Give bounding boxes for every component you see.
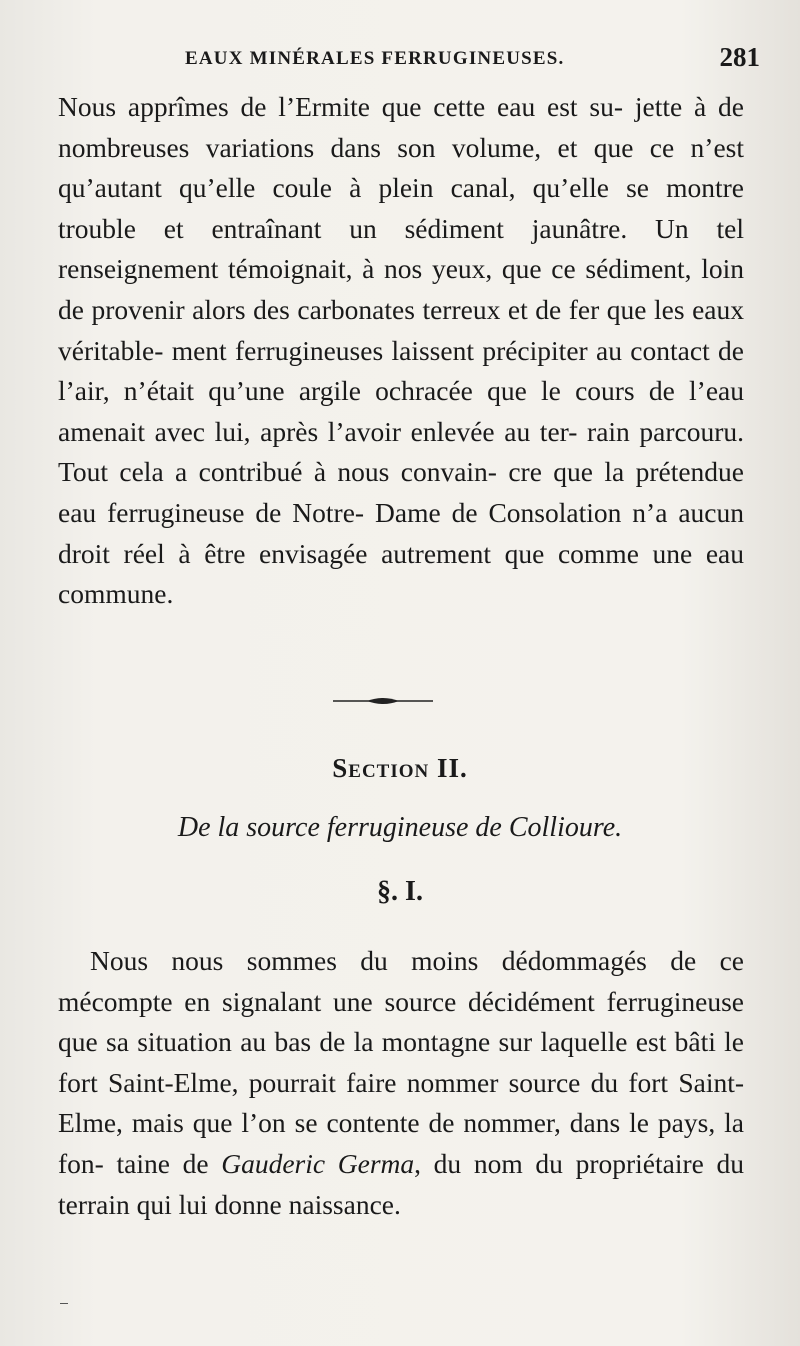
page-number: 281	[719, 42, 760, 72]
running-head: EAUX MINÉRALES FERRUGINEUSES.	[185, 48, 565, 69]
text-line: Nous nous sommes du moins dédommagés de	[90, 945, 697, 976]
page-header	[185, 42, 760, 76]
text-line: faire nommer source du fort Saint-Elme, mais que	[58, 1066, 745, 1139]
text-line: ce mécompte en signalant une source décidément	[58, 945, 744, 1017]
text-line: du terrain qui lui donne naissance.	[58, 1147, 744, 1220]
text-line: ferrugineuse que sa situation au bas de la montagne	[58, 985, 744, 1058]
text-line: jette à de nombreuses variations dans son volume,	[58, 91, 745, 163]
section-divider-ornament	[333, 695, 433, 707]
paragraph-collioure-source	[58, 941, 744, 1225]
text-line: carbonates terreux et de fer que les eaux véritable-	[58, 293, 744, 366]
text-line: ment ferrugineuses laissent précipiter au contact de	[171, 334, 744, 366]
paragraph-hermit-report	[58, 87, 744, 615]
text-line: sur laquelle est bâti le fort Saint-Elme, pourrait	[58, 1026, 744, 1098]
section-title	[0, 753, 800, 784]
text-line: cre que la prétendue eau ferrugineuse de Notre-	[58, 456, 744, 528]
text-line: taine de	[116, 1147, 222, 1179]
proper-name-italic: Gauderic Germa	[221, 1147, 415, 1179]
text-line: , du nom du propriétaire	[414, 1147, 704, 1179]
text-line: et que ce n’est qu’autant qu’elle coule à plein canal,	[58, 131, 745, 204]
section-label: Section	[332, 753, 430, 783]
text-line: qu’elle se montre trouble et entraînant un sédiment	[58, 172, 745, 244]
text-line: l’on se contente de nommer, dans le pays, la fon-	[58, 1107, 744, 1179]
text-line: yeux, que ce sédiment, loin de provenir alors des	[58, 253, 744, 325]
text-line: rain parcouru. Tout cela a contribué à nous convain-	[58, 415, 744, 488]
section-subtitle: De la source ferrugineuse de Collioure.	[177, 812, 623, 843]
section-number: II.	[436, 753, 468, 783]
text-line: l’air, n’était qu’une argile ochracée que le cours de	[58, 375, 675, 407]
text-line: jaunâtre. Un tel renseignement témoignait, à nos	[58, 212, 745, 285]
text-line: l’eau amenait avec lui, après l’avoir enlevée au ter-	[58, 375, 745, 447]
text-line: Dame de Consolation n’a aucun droit réel à être	[58, 496, 744, 569]
margin-mark	[60, 1303, 68, 1304]
paragraph-mark: §. I.	[377, 876, 423, 907]
text-line: Nous apprîmes de l’Ermite que cette eau est su-	[58, 91, 624, 122]
text-line: envisagée autrement que comme une eau commune.	[58, 537, 744, 610]
